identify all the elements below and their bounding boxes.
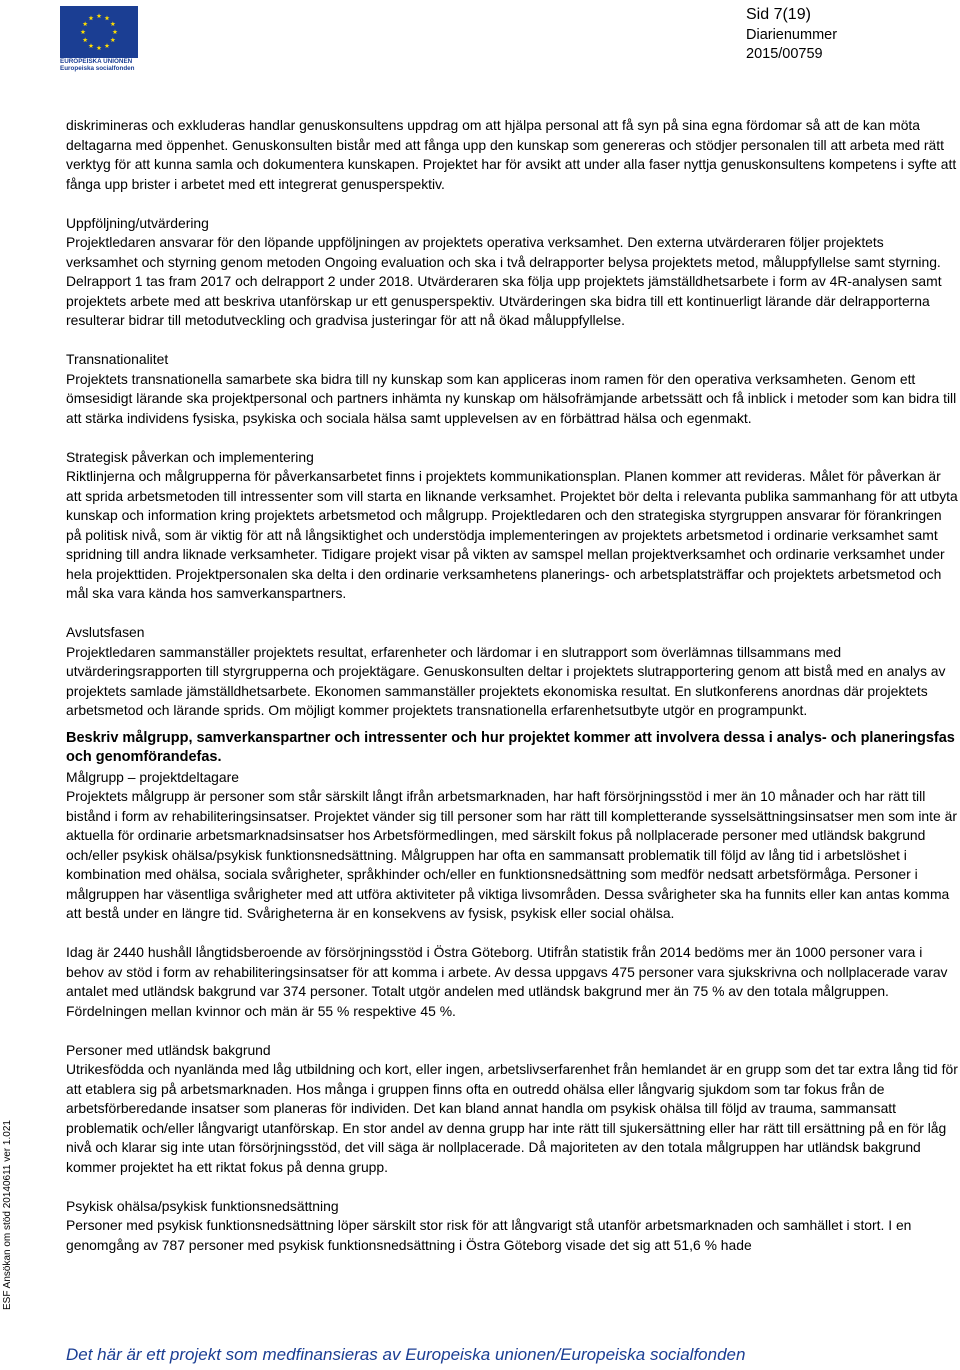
paragraph-psykisk: Personer med psykisk funktionsnedsättning löper särskilt stor risk för att långvarigt stå utanför arbetsmarknaden och samhället i stort. I en genomgång av 787 personer med psykisk funktionsnedsättning i Östra Göteborg visade det sig att 51,6 % hade	[66, 1217, 912, 1253]
page-number: Sid 7(19)	[746, 6, 811, 23]
paragraph-utlandsk: Utrikesfödda och nyanlända med låg utbildning och kort, eller ingen, arbetslivserfarenhet från hemlandet är en grupp som det tar extra lång tid för att etablera sig på arbetsmarknaden. Hos många i gruppen finns ofta en outredd ohälsa eller långvarig sjukdom som tar fokus från de arbetsförberedande insatser som planeras för individen. Det kan bland annat handla om psykisk ohälsa till följd av trauma, sammansatt problematik och/eller långvarigt utanförskap. En stor andel av denna grupp har inte rätt till sjukersättning eller har rätt till ersättning på en för låg nivå och klarar sig inte utan försörjningsstöd, det vill säga är nollplacerade. Då majoriteten av den totala målgruppen har utländsk bakgrund kommer projektet ha ett riktat fokus på denna grupp.	[66, 1061, 958, 1175]
paragraph-malgrupp: Projektets målgrupp är personer som står särskilt långt ifrån arbetsmarknaden, har haft försörjningsstöd i mer än 10 månader och har rätt till bistånd i form av rehabiliteringsinsatser. Projektet vänder sig till personer som har rätt till kompletterande sysselsättningsinsatser men som inte är aktuella för ordinarie arbetsmarknadsinsatser hos Arbetsförmedlingen, med särskilt fokus på nollplacerade personer med utländsk bakgrund och/eller psykisk ohälsa/psykisk funktionsnedsättning. Målgruppen har ofta en sammansatt problematik till följd av lång tid i arbetslöshet i kombination med ohälsa, sociala svårigheter, språkhinder och/eller en funktionsnedsättning som medför nedsatt arbetsförmåga. Personer i målgruppen har väsentliga svårigheter med att utföra aktiviteter på viktiga livsområden. Dessa svårigheter ska ha funnits eller kan antas komma att bestå under en längre tid. Svårigheterna är en konsekvens av fysisk, psykisk eller social ohälsa.	[66, 788, 957, 921]
eu-flag-icon	[60, 6, 138, 58]
heading-psykisk: Psykisk ohälsa/psykisk funktionsnedsättning	[66, 1197, 339, 1214]
heading-avslutsfasen: Avslutsfasen	[66, 624, 145, 640]
paragraph-genuskonsult: diskrimineras och exkluderas handlar genuskonsultens uppdrag om att hjälpa personal att få syn på sina egna fördomar så att de kan möta deltagarna med öppenhet. Genuskonsulten bistår med att fånga upp den kunskap som genereras och stödjer personalen till att arbeta med rätt verktyg för att kunna samla och dokumentera kunskapen. Projektet har för avsikt att under alla faser nyttja genuskonsultens kompetens i syfte att fånga upp brister i arbetet med ett integrerat genusperspektiv.	[66, 117, 957, 192]
diarienummer-label: Diarienummer	[746, 27, 838, 43]
page-header-info	[746, 4, 837, 64]
side-version-text: ESF Ansökan om stöd 20140611 ver 1.021	[2, 1120, 13, 1310]
paragraph-avslutsfasen: Projektledaren sammanställer projektets resultat, erfarenheter och lärdomar i en slutrapport som överlämnas tillsammans med utvärderingsrapporten till styrgrupperna och projektägare. Genuskonsulten deltar i projektets slutrapportering genom att bistå med en analys av projektets samlade jämställdhetsarbete. Ekonomen sammanställer projektets ekonomiska resultat. En slutkonferens anordnas där projektets arbetsmetod och lärande sprids. Om möjligt kommer projektets transnationella erfarenhetsutbyte utgör en programpunkt.	[66, 643, 946, 718]
document-body	[66, 116, 959, 1255]
question-beskriv: Beskriv målgrupp, samverkanspartner och intressenter och hur projektet kommer att involvera dessa i analys- och planeringsfas och genomförandefas.	[66, 729, 955, 765]
logo-line-1: EUROPEISKA UNIONEN	[60, 58, 133, 65]
footer-cofinance-text: Det här är ett projekt som medfinansieras av Europeiska unionen/Europeiska socialfonden	[66, 1345, 746, 1364]
heading-uppfoljning: Uppföljning/utvärdering	[66, 214, 209, 231]
logo-line-2: Europeiska socialfonden	[60, 65, 135, 72]
paragraph-transnationalitet: Projektets transnationella samarbete ska bidra till ny kunskap som kan appliceras inom ramen för den operativa verksamheten. Genom ett ömsesidigt lärande ska projektpersonal och partners inhämta ny kunskap om hälsofrämjande arbetssätt och få inblick i metoder som kan bidra till att stärka individens fysiska, psykiska och sociala hälsa samt upplevelsen av en förbättrad hälsa och egenmakt.	[66, 370, 957, 426]
heading-transnationalitet: Transnationalitet	[66, 351, 169, 367]
paragraph-strategisk: Riktlinjerna och målgrupperna för påverkansarbetet finns i projektets kommunikationsplan. Planen kommer att revideras. Målet för påverkan är att sprida arbetsmetoden till intressenter som vill starta en liknande verksamhet. Projektet bör delta i relevanta publika sammanhang för att utbyta kunskap och information kring projektets arbetsmetod och målgrupp. Projektledaren och den strategiska styrgruppen ansvarar för förankringen på politisk nivå, som är viktig för att nå långsiktighet och understödja implementeringen av projektets arbetsmetod i ordinarie verksamhet samt spridning till andra liknade verksamheter. Tidigare projekt visar på vikten av samspel mellan projektverksamhet och ordinarie verksamhet under hela projekttiden. Projektpersonalen ska delta i den ordinarie verksamhetens planerings- och arbetsplatsträffar och projektets arbetsmetod och mål ska vara kända hos samverkanspartners.	[66, 468, 958, 601]
diarienummer-value: 2015/00759	[746, 46, 823, 62]
heading-strategisk: Strategisk påverkan och implementering	[66, 448, 314, 465]
paragraph-idag: Idag är 2440 hushåll långtidsberoende av försörjningsstöd i Östra Göteborg. Utifrån statistik från 2014 bedöms mer än 1000 personer vara i behov av stöd i form av rehabiliteringsinsatser för att komma i arbete. Av dessa uppgavs 475 personer vara sjukskrivna och nollplacerade varav antalet med utländsk bakgrund var 374 personer. Totalt utgör andelen med utländsk bakgrund mer än 75 % av den totala målgruppen. Fördelningen mellan kvinnor och män är 55 % respektive 45 %.	[66, 944, 948, 1019]
heading-malgrupp: Målgrupp – projektdeltagare	[66, 768, 239, 785]
eu-esf-logo	[60, 6, 140, 72]
heading-utlandsk: Personer med utländsk bakgrund	[66, 1041, 271, 1058]
paragraph-uppfoljning: Projektledaren ansvarar för den löpande uppföljningen av projektets operativa verksamhet. Den externa utvärderaren följer projektets verksamhet och styrning genom metoden Ongoing evaluation och ska i två delrapporter belysa projektets metod, måluppfyllelse samt styrning. Delrapport 1 tas fram 2017 och delrapport 2 under 2018. Utvärderaren ska följa upp projektets jämställdhetsarbete i form av 4R-analysen samt projektets arbete med att beskriva utanförskap ur ett genusperspektiv. Utvärderingen ska bidra till ett kontinuerligt lärande där delrapporterna resulterar bidrar till metodutveckling och gradvisa justeringar för att nå ökad måluppfyllelse.	[66, 234, 942, 328]
